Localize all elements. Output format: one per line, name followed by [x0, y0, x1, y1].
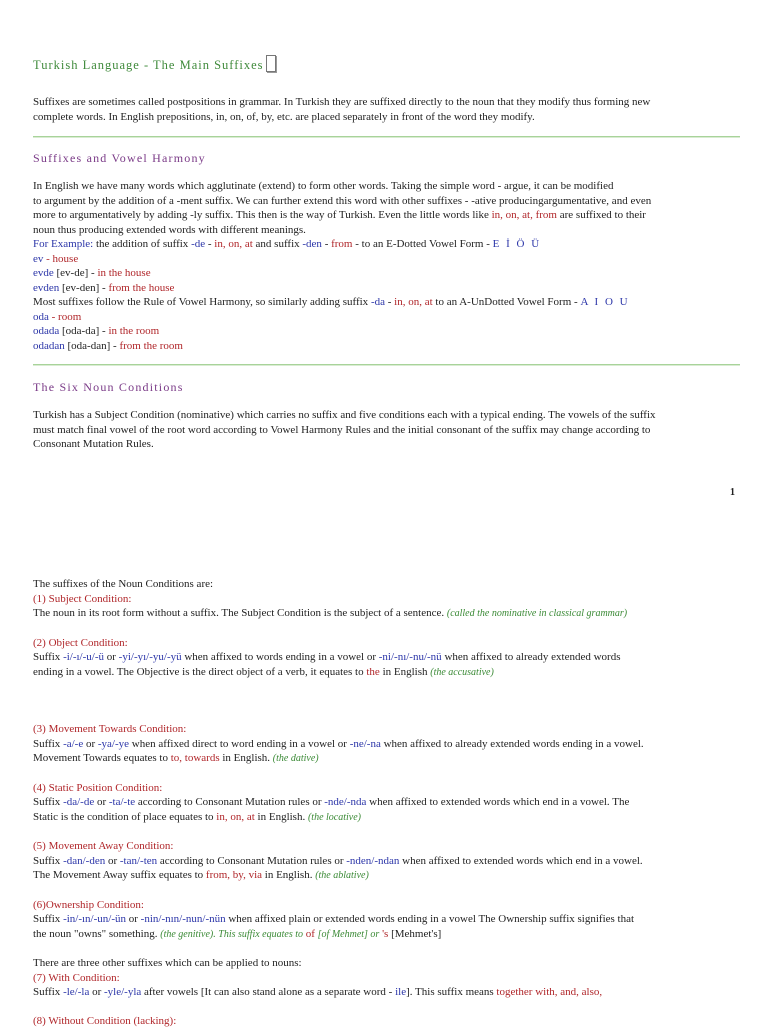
- example-word: [33, 281, 740, 296]
- section-heading-vowel-harmony: Suffixes and Vowel Harmony: [33, 151, 740, 166]
- suffix-text: -de: [191, 238, 205, 250]
- grammar-note: (the ablative): [315, 870, 369, 881]
- condition-text: [33, 737, 740, 752]
- text: are suffixed to their: [560, 209, 646, 221]
- suffix-text: -nden/-ndan: [346, 855, 399, 867]
- condition-heading: (8) Without Condition (lacking):: [33, 1014, 740, 1028]
- suffix-text: -nde/-nda: [324, 796, 366, 808]
- condition-heading: (4) Static Position Condition:: [33, 781, 740, 796]
- text: ]. This suffix means: [406, 986, 494, 998]
- condition-text: [33, 650, 740, 665]
- highlight-text: in, on, at: [394, 296, 433, 308]
- text: according to Consonant Mutation rules or: [138, 796, 322, 808]
- conditions-intro: The suffixes of the Noun Conditions are:: [33, 577, 740, 592]
- highlight-text: together with, and, also,: [496, 986, 602, 998]
- example-label: For Example:: [33, 238, 93, 250]
- turkish-word: evden: [33, 282, 59, 294]
- grammar-note: (the genitive). This suffix equates to: [160, 929, 303, 940]
- suffix-text: -da: [371, 296, 385, 308]
- pronunciation: [ev-de] -: [57, 267, 95, 279]
- suffix-text: -yle/-yla: [104, 986, 141, 998]
- intro-paragraph: [33, 95, 740, 124]
- text: or: [107, 651, 116, 663]
- turkish-word: oda: [33, 311, 49, 323]
- text: when affixed to words ending in a vowel or: [184, 651, 376, 663]
- turkish-word: ev: [33, 253, 43, 265]
- meaning-text: in the house: [97, 267, 150, 279]
- example-word: [33, 339, 740, 354]
- grammar-note: (the accusative): [430, 667, 494, 678]
- highlight-text: to, towards: [171, 752, 220, 764]
- highlight-text: 's: [382, 928, 388, 940]
- suffix-text: ile: [395, 986, 406, 998]
- suffix-text: -ta/-te: [109, 796, 135, 808]
- grammar-note: (the locative): [308, 812, 361, 823]
- condition-heading: (6)Ownership Condition:: [33, 898, 740, 913]
- suffix-text: -ni/-nı/-nu/-nü: [379, 651, 442, 663]
- suffix-text: -i/-ı/-u/-ü: [63, 651, 104, 663]
- page-title-text: Turkish Language - The Main Suffixes: [33, 58, 264, 72]
- section-heading-noun-conditions: The Six Noun Conditions: [33, 380, 740, 395]
- grammar-note: [of Mehmet] or: [318, 929, 380, 940]
- text: Movement Towards equates to: [33, 752, 168, 764]
- body-line: Turkish has a Subject Condition (nominative) which carries no suffix and five conditions each with a typical ending. The vowels of the suffix: [33, 408, 740, 423]
- text: -: [325, 238, 329, 250]
- grammar-note: (called the nominative in classical grammar): [447, 608, 627, 619]
- highlight-text: in, on, at: [214, 238, 253, 250]
- text: in English: [383, 666, 428, 678]
- text: in English.: [222, 752, 270, 764]
- suffix-text: -dan/-den: [63, 855, 105, 867]
- meaning-text: - room: [52, 311, 82, 323]
- text: when affixed to already extended words: [444, 651, 620, 663]
- turkish-word: odadan: [33, 340, 65, 352]
- body-line: must match final vowel of the root word according to Vowel Harmony Rules and the initial consonant of the suffix may change according to: [33, 423, 740, 438]
- condition-text: [33, 912, 740, 927]
- suffix-text: -nin/-nın/-nun/-nün: [141, 913, 226, 925]
- grammar-note: (the dative): [273, 753, 319, 764]
- example-word: [33, 324, 740, 339]
- suffix-text: -ne/-na: [350, 738, 381, 750]
- suffix-text: -ya/-ye: [98, 738, 129, 750]
- text: The Movement Away suffix equates to: [33, 869, 203, 881]
- text: and suffix: [256, 238, 300, 250]
- text: according to Consonant Mutation rules or: [160, 855, 344, 867]
- divider: [33, 364, 740, 366]
- suffix-text: -den: [302, 238, 322, 250]
- text: [Mehmet's]: [391, 928, 441, 940]
- highlight-text: from, by, via: [206, 869, 262, 881]
- condition-heading: (5) Movement Away Condition:: [33, 839, 740, 854]
- page-title: [33, 55, 740, 73]
- meaning-text: from the room: [119, 340, 183, 352]
- condition-text: [33, 985, 740, 1000]
- text: or: [97, 796, 106, 808]
- text: Suffix: [33, 651, 60, 663]
- suffix-text: -yi/-yı/-yu/-yü: [119, 651, 182, 663]
- body-line: [33, 208, 740, 223]
- text: Most suffixes follow the Rule of Vowel Harmony, so similarly adding suffix: [33, 296, 368, 308]
- condition-heading: (2) Object Condition:: [33, 636, 740, 651]
- text: - to an E-Dotted Vowel Form -: [355, 238, 490, 250]
- suffix-text: -da/-de: [63, 796, 94, 808]
- pronunciation: [oda-dan] -: [68, 340, 117, 352]
- divider: [33, 136, 740, 138]
- suffix-text: -in/-ın/-un/-ün: [63, 913, 126, 925]
- text: Suffix: [33, 913, 60, 925]
- body-line: to argument by the addition of a -ment suffix. We can further extend this word with other suffixes - -ative producingargumentative, and even: [33, 194, 740, 209]
- text: when affixed direct to word ending in a vowel or: [132, 738, 347, 750]
- vowel-list: A I O U: [580, 296, 629, 308]
- page-icon: [266, 55, 276, 72]
- vowel-harmony-body: [33, 179, 740, 353]
- highlight-text: from: [331, 238, 352, 250]
- page-number: 1: [730, 486, 735, 501]
- body-line: Consonant Mutation Rules.: [33, 437, 740, 452]
- text: or: [92, 986, 101, 998]
- highlight-text: of: [306, 928, 315, 940]
- condition-text: [33, 854, 740, 869]
- example-word: [33, 252, 740, 267]
- text: when affixed to already extended words ending in a vowel.: [384, 738, 644, 750]
- condition-text: [33, 751, 740, 767]
- text: or: [108, 855, 117, 867]
- text: the noun "owns" something.: [33, 928, 157, 940]
- intro-line: complete words. In English prepositions, in, on, of, by, etc. are placed separately in front of the word they modify.: [33, 110, 740, 125]
- example-word: [33, 266, 740, 281]
- text: -: [388, 296, 392, 308]
- example-line: [33, 237, 740, 252]
- other-suffixes-intro: There are three other suffixes which can be applied to nouns:: [33, 956, 740, 971]
- condition-text: [33, 927, 740, 943]
- text: Suffix: [33, 738, 60, 750]
- text: in English.: [265, 869, 313, 881]
- text: Suffix: [33, 986, 60, 998]
- suffix-text: -tan/-ten: [120, 855, 157, 867]
- meaning-text: - house: [46, 253, 78, 265]
- text: Static is the condition of place equates to: [33, 811, 214, 823]
- meaning-text: in the room: [108, 325, 159, 337]
- condition-heading: (1) Subject Condition:: [33, 592, 740, 607]
- conditions-list: [33, 577, 740, 1028]
- text: when affixed to extended words which end in a vowel.: [402, 855, 643, 867]
- text: Suffix: [33, 796, 60, 808]
- vowel-list: E İ Ö Ü: [493, 238, 542, 250]
- pronunciation: [oda-da] -: [62, 325, 106, 337]
- condition-text: [33, 810, 740, 826]
- text: ending in a vowel. The Objective is the direct object of a verb, it equates to: [33, 666, 364, 678]
- body-line: In English we have many words which agglutinate (extend) to form other words. Taking the simple word - argue, it can be modified: [33, 179, 740, 194]
- text: Suffix: [33, 855, 60, 867]
- condition-text: [33, 606, 740, 622]
- text: to an A-UnDotted Vowel Form -: [435, 296, 577, 308]
- meaning-text: from the house: [108, 282, 174, 294]
- text: -: [208, 238, 212, 250]
- suffix-text: -a/-e: [63, 738, 83, 750]
- text: The noun in its root form without a suffix. The Subject Condition is the subject of a sentence.: [33, 607, 444, 619]
- condition-heading: (7) With Condition:: [33, 971, 740, 986]
- noun-conditions-intro: [33, 408, 740, 452]
- text: more to argumentatively by adding -ly suffix. This then is the way of Turkish. Even the little words like: [33, 209, 489, 221]
- pronunciation: [ev-den] -: [62, 282, 106, 294]
- highlight-text: in, on, at: [216, 811, 255, 823]
- condition-text: [33, 795, 740, 810]
- example-word: [33, 310, 740, 325]
- condition-heading: (3) Movement Towards Condition:: [33, 722, 740, 737]
- text: when affixed to extended words which end in a vowel. The: [369, 796, 629, 808]
- turkish-word: evde: [33, 267, 54, 279]
- condition-text: [33, 665, 740, 681]
- text: the addition of suffix: [96, 238, 188, 250]
- highlight-text: the: [366, 666, 379, 678]
- body-line: noun thus producing extended words with different meanings.: [33, 223, 740, 238]
- text: when affixed plain or extended words ending in a vowel The Ownership suffix signifies that: [228, 913, 634, 925]
- text: or: [129, 913, 138, 925]
- highlight-text: in, on, at, from: [492, 209, 557, 221]
- text: after vowels [It can also stand alone as a separate word -: [144, 986, 392, 998]
- suffix-text: -le/-la: [63, 986, 89, 998]
- text: in English.: [258, 811, 306, 823]
- example-line: [33, 295, 740, 310]
- intro-line: Suffixes are sometimes called postpositions in grammar. In Turkish they are suffixed directly to the noun that they modify thus forming new: [33, 95, 740, 110]
- turkish-word: odada: [33, 325, 59, 337]
- condition-text: [33, 868, 740, 884]
- text: or: [86, 738, 95, 750]
